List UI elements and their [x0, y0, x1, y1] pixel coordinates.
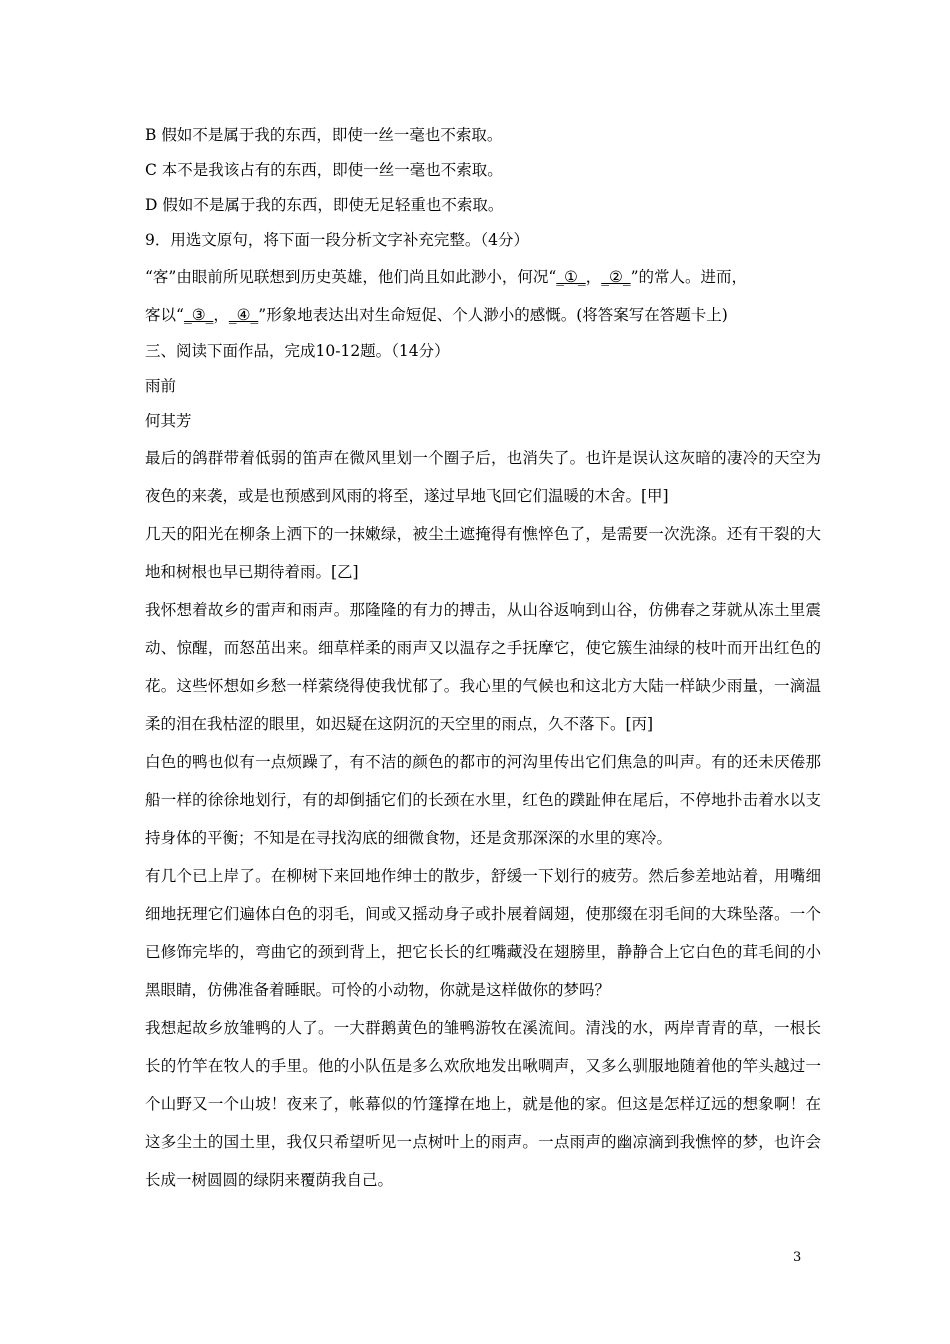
paragraph-4: 白色的鸭也似有一点烦躁了，有不洁的颜色的都市的河沟里传出它们焦急的叫声。有的还未厌倦那船一样的徐徐地划行，有的却倒插它们的长颈在水里，红色的蹼趾伸在尾后，不停地扑击着水以支持身体的平衡；不知是在寻找沟底的细微食物，还是贪那深深的水里的寒冷。 [145, 753, 821, 847]
option-d: D 假如不是属于我的东西，即使无足轻重也不索取。 [145, 196, 504, 214]
section-3-heading: 三、阅读下面作品，完成10-12题。（14分） [145, 342, 450, 360]
blank-4: _④_ [228, 306, 259, 324]
blank-3: _③_ [183, 306, 214, 324]
blank-2: _②_ [601, 268, 631, 286]
page-number: 3 [793, 1250, 802, 1265]
paragraph-5: 有几个已上岸了。在柳树下来回地作绅士的散步，舒缓一下划行的疲劳。然后参差地站着，用嘴细细地抚理它们遍体白色的羽毛，间或又摇动身子或扑展着阔翅，使那缀在羽毛间的大珠坠落。一个已修饰完毕的，弯曲它的颈到背上，把它长长的红嘴藏没在翅膀里，静静合上它白色的茸毛间的小黑眼睛，仿佛准备着睡眠。可怜的小动物，你就是这样做你的梦吗？ [145, 867, 821, 999]
essay-title: 雨前 [145, 377, 177, 395]
paragraph-3: 我怀想着故乡的雷声和雨声。那隆隆的有力的搏击，从山谷返响到山谷，仿佛春之芽就从冻土里震动、惊醒，而怒茁出来。细草样柔的雨声又以温存之手抚摩它，使它簇生油绿的枝叶而开出红色的花。这些怀想如乡愁一样萦绕得使我忧郁了。我心里的气候也和这北方大陆一样缺少雨量，一滴温柔的泪在我枯涩的眼里，如迟疑在这阴沉的天空里的雨点，久不落下。[丙] [145, 601, 821, 733]
option-c: C 本不是我该占有的东西，即使一丝一毫也不索取。 [145, 161, 503, 179]
question-9-line-1: “客”由眼前所见联想到历史英雄，他们尚且如此渺小，何况“_①_，_②_”的常人。进而， [145, 258, 821, 296]
option-b: B 假如不是属于我的东西，即使一丝一毫也不索取。 [145, 126, 503, 144]
question-9-line-2: 客以“_③_，_④_”形象地表达出对生命短促、个人渺小的感慨。(将答案写在答题卡上) [145, 296, 821, 334]
document-page [145, 118, 821, 1199]
paragraph-2: 几天的阳光在柳条上洒下的一抹嫩绿，被尘土遮掩得有憔悴色了，是需要一次洗涤。还有干裂的大地和树根也早已期待着雨。[乙] [145, 525, 821, 581]
blank-1: _①_ [556, 268, 586, 286]
question-9-title: 9．用选文原句，将下面一段分析文字补充完整。（4分） [145, 231, 529, 249]
essay-author: 何其芳 [145, 412, 192, 430]
paragraph-6: 我想起故乡放雏鸭的人了。一大群鹅黄色的雏鸭游牧在溪流间。清浅的水，两岸青青的草，一根长长的竹竿在牧人的手里。他的小队伍是多么欢欣地发出啾啁声，又多么驯服地随着他的竿头越过一个山野又一个山坡！夜来了，帐幕似的竹篷撑在地上，就是他的家。但这是怎样辽远的想象啊！在这多尘土的国土里，我仅只希望听见一点树叶上的雨声。一点雨声的幽凉滴到我憔悴的梦，也许会长成一树圆圆的绿阴来覆荫我自己。 [145, 1019, 821, 1189]
paragraph-1: 最后的鸽群带着低弱的笛声在微风里划一个圈子后，也消失了。也许是误认这灰暗的凄冷的天空为夜色的来袭，或是也预感到风雨的将至，遂过早地飞回它们温暖的木舍。[甲] [145, 449, 821, 505]
